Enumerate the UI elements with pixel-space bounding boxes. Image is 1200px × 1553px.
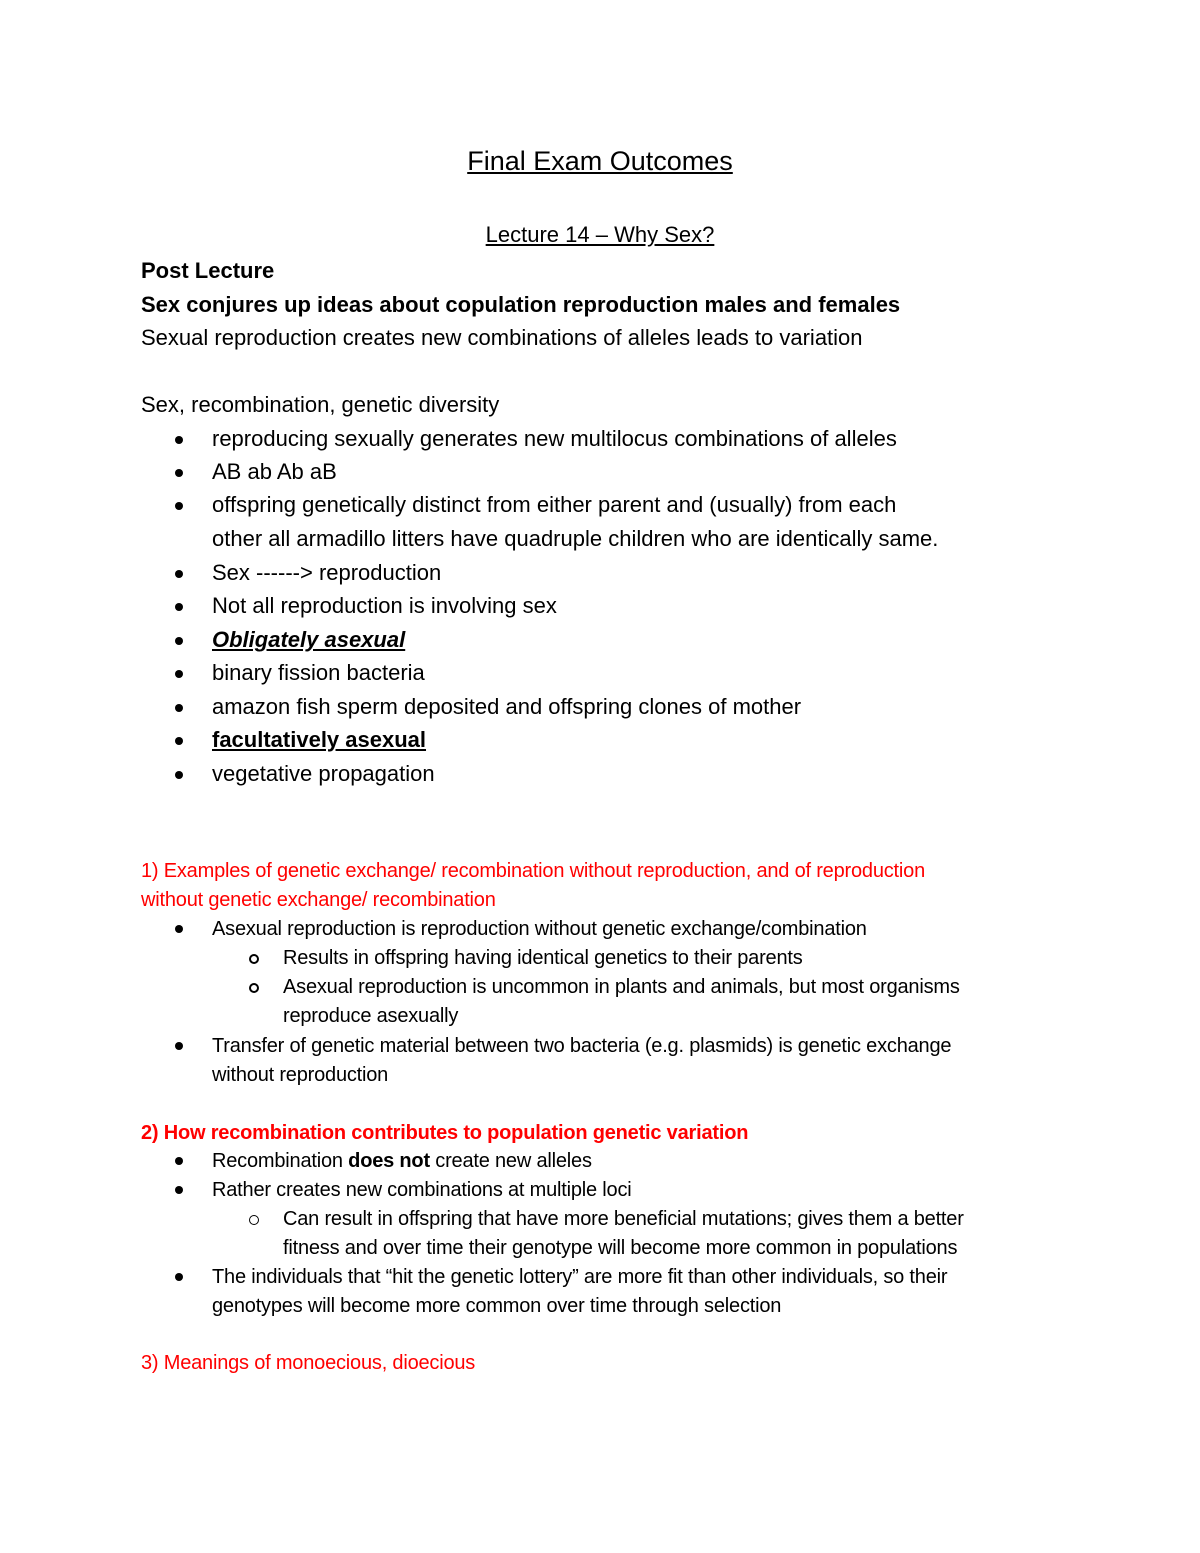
bullet-icon <box>175 1186 183 1194</box>
page-title: Final Exam Outcomes <box>467 146 733 176</box>
bullet-icon <box>175 1157 183 1165</box>
list-item: Asexual reproduction is reproduction without genetic exchange/combination <box>212 918 867 940</box>
list-item: amazon fish sperm deposited and offspring clones of mother <box>212 694 802 719</box>
bullet-icon <box>175 570 183 578</box>
list-item: AB ab Ab aB <box>212 459 337 484</box>
lecture-title: Lecture 14 – Why Sex? <box>485 222 715 247</box>
sub-list-item-continuation: reproduce asexually <box>283 1005 459 1027</box>
recombination-text: Recombination <box>212 1150 349 1172</box>
list-item: reproducing sexually generates new multilocus combinations of alleles <box>212 426 897 451</box>
bullet-icon <box>175 670 183 678</box>
bullet-icon <box>175 737 183 745</box>
sub-bullet-icon <box>249 983 259 993</box>
sub-bullet-icon <box>249 1215 259 1225</box>
section-heading: Sex, recombination, genetic diversity <box>141 392 500 417</box>
list-item-continuation: genotypes will become more common over time through selection <box>212 1295 782 1317</box>
bullet-icon <box>175 469 183 477</box>
list-item-continuation: without reproduction <box>212 1064 389 1086</box>
bullet-icon <box>175 925 183 933</box>
sub-list-item-continuation: fitness and over time their genotype will become more common in populations <box>283 1237 958 1259</box>
question-3-heading: 3) Meanings of monoecious, dioecious <box>141 1352 476 1374</box>
bullet-icon <box>175 1042 183 1050</box>
sub-list-item: Can result in offspring that have more beneficial mutations; gives them a better <box>283 1208 964 1230</box>
question-1-heading: 1) Examples of genetic exchange/ recombination without reproduction, and of reproduction <box>141 860 925 882</box>
intro-text-line: Sexual reproduction creates new combinations of alleles leads to variation <box>141 325 863 350</box>
bullet-icon <box>175 436 183 444</box>
sub-list-item: Asexual reproduction is uncommon in plants and animals, but most organisms <box>283 976 960 998</box>
list-item: Rather creates new combinations at multiple loci <box>212 1179 632 1201</box>
question-2-heading: 2) How recombination contributes to population genetic variation <box>141 1122 749 1144</box>
create-new-alleles-text: create new alleles <box>429 1150 592 1172</box>
does-not-emphasis: does not <box>348 1150 430 1172</box>
sub-list-item: Results in offspring having identical genetics to their parents <box>283 947 803 969</box>
list-item: The individuals that “hit the genetic lottery” are more fit than other individuals, so their <box>212 1266 948 1288</box>
question-1-heading-line2: without genetic exchange/ recombination <box>141 889 496 911</box>
bullet-icon <box>175 603 183 611</box>
bullet-icon <box>175 704 183 712</box>
bullet-icon <box>175 502 183 510</box>
list-item-emphasis: Obligately asexual <box>212 627 406 652</box>
list-item-continuation: other all armadillo litters have quadruple children who are identically same. <box>212 526 939 551</box>
list-item: binary fission bacteria <box>212 660 425 685</box>
sub-bullet-icon <box>249 954 259 964</box>
bullet-icon <box>175 1273 183 1281</box>
list-item: Not all reproduction is involving sex <box>212 593 557 618</box>
list-item: vegetative propagation <box>212 761 435 786</box>
intro-bold-line: Sex conjures up ideas about copulation reproduction males and females <box>141 292 901 317</box>
list-item: Sex ------> reproduction <box>212 560 442 585</box>
post-lecture-heading: Post Lecture <box>141 258 275 283</box>
list-item: Transfer of genetic material between two bacteria (e.g. plasmids) is genetic exchange <box>212 1035 952 1057</box>
list-item: offspring genetically distinct from either parent and (usually) from each <box>212 492 897 517</box>
bullet-icon <box>175 771 183 779</box>
list-item <box>212 1150 592 1173</box>
list-item-emphasis: facultatively asexual <box>212 727 427 752</box>
bullet-icon <box>175 637 183 645</box>
